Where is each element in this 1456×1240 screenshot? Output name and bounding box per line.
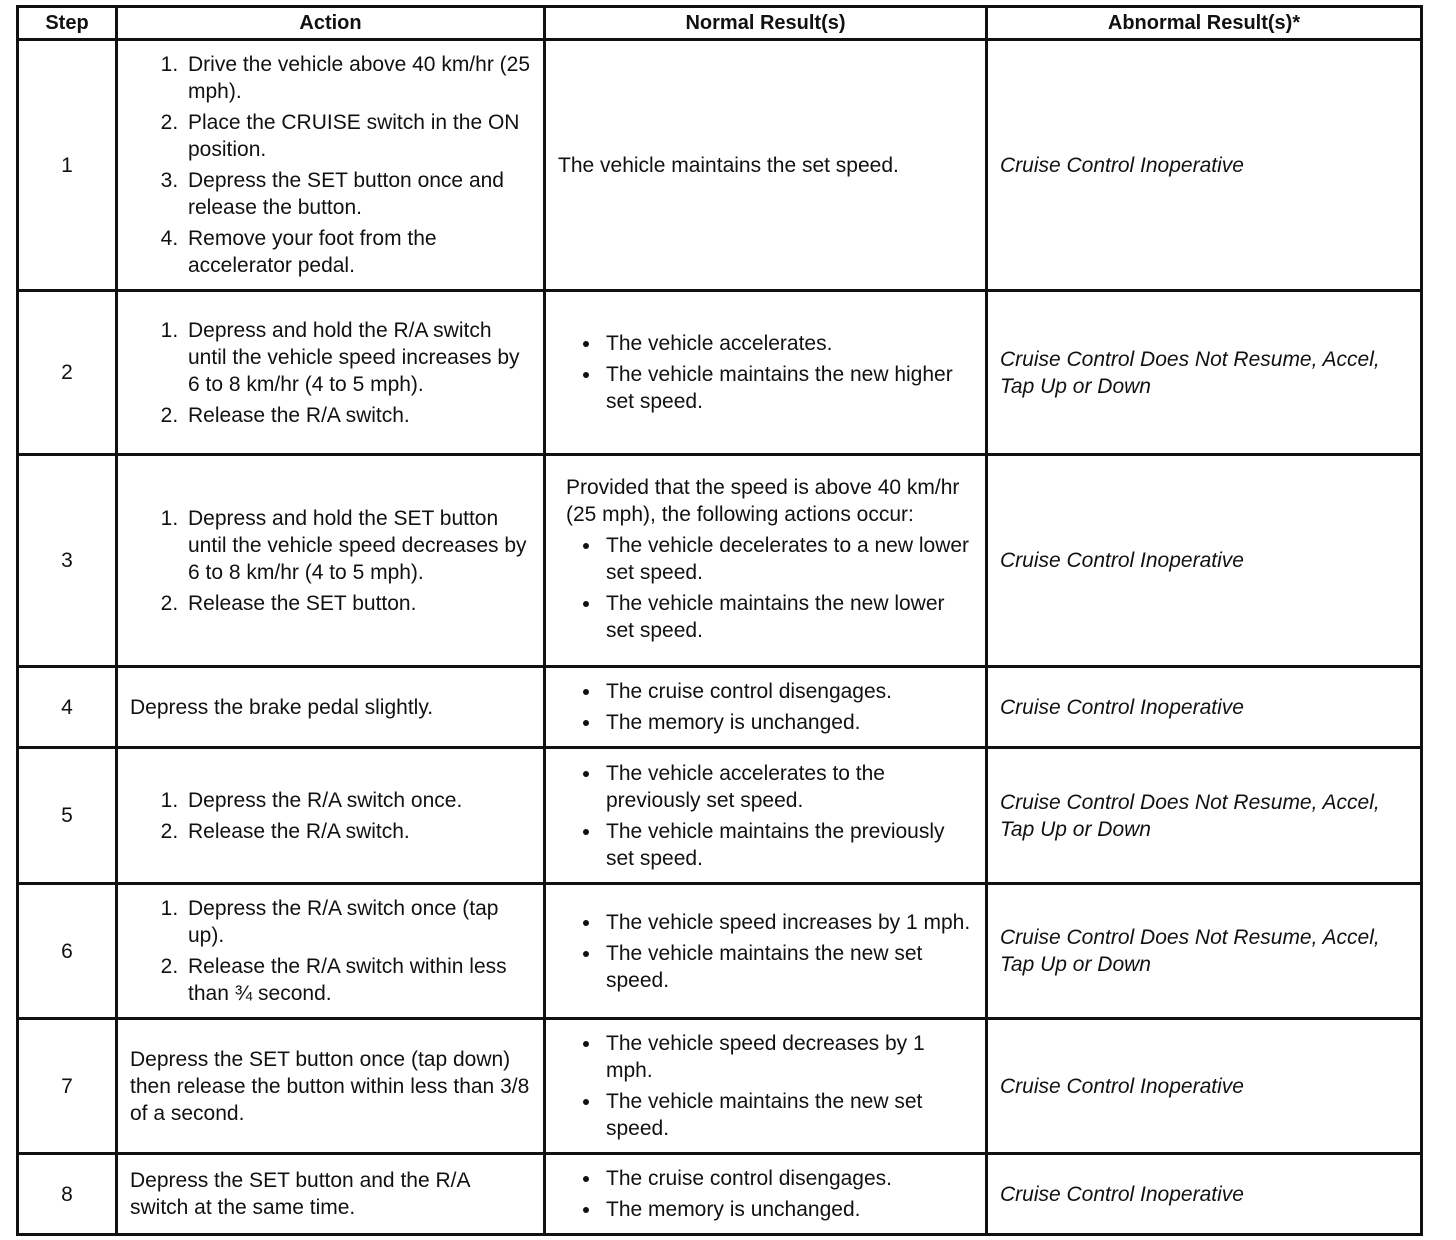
header-step: Step [18, 7, 117, 40]
normal-result-bullet: • The vehicle maintains the previously set speed. [602, 818, 975, 872]
action-step: 1. Depress and hold the R/A switch until the vehicle speed increases by 6 to 8 km/hr (4 to 5 mph). [184, 317, 533, 398]
header-action: Action [117, 7, 545, 40]
action-text: Depress the SET button and the R/A switch at the same time. [130, 1169, 470, 1219]
step-number: 3 [18, 455, 117, 667]
abnormal-result-cell: Cruise Control Inoperative [987, 455, 1422, 667]
table-row [18, 1154, 1422, 1235]
normal-result-bullet: • The cruise control disengages. [602, 1165, 975, 1192]
action-cell [117, 40, 545, 291]
action-cell [117, 455, 545, 667]
normal-result-bullet: • The vehicle speed increases by 1 mph. [602, 909, 975, 936]
action-text: Depress the brake pedal slightly. [130, 695, 434, 719]
abnormal-result-cell: Cruise Control Inoperative [987, 40, 1422, 291]
normal-result-bullet: • The vehicle accelerates to the previously set speed. [602, 760, 975, 814]
table-row [18, 748, 1422, 884]
abnormal-result-cell: Cruise Control Does Not Resume, Accel, Tap Up or Down [987, 291, 1422, 455]
step-number: 4 [18, 667, 117, 748]
header-normal-results: Normal Result(s) [545, 7, 987, 40]
normal-result-intro: Provided that the speed is above 40 km/hr (25 mph), the following actions occur: [566, 475, 960, 526]
normal-result-bullet: • The memory is unchanged. [602, 709, 975, 736]
action-cell [117, 1154, 545, 1235]
step-number: 7 [18, 1019, 117, 1154]
action-cell [117, 884, 545, 1019]
normal-result-bullet: • The vehicle maintains the new lower set speed. [602, 590, 975, 644]
action-step: 4. Remove your foot from the accelerator pedal. [184, 225, 533, 279]
normal-result-cell [545, 748, 987, 884]
action-step: 2. Release the R/A switch. [184, 402, 533, 429]
step-number: 5 [18, 748, 117, 884]
action-cell [117, 1019, 545, 1154]
action-step: 3. Depress the SET button once and release the button. [184, 167, 533, 221]
abnormal-result-cell: Cruise Control Does Not Resume, Accel, Tap Up or Down [987, 884, 1422, 1019]
table-row [18, 291, 1422, 455]
action-cell [117, 291, 545, 455]
normal-result-cell [545, 884, 987, 1019]
step-number: 2 [18, 291, 117, 455]
normal-result-cell [545, 455, 987, 667]
normal-result-bullet: • The vehicle accelerates. [602, 330, 975, 357]
step-number: 8 [18, 1154, 117, 1235]
normal-result-bullet: • The vehicle maintains the new higher set speed. [602, 361, 975, 415]
action-step: 2. Release the R/A switch within less than ¾ second. [184, 953, 533, 1007]
normal-result-bullet: • The vehicle maintains the new set speed. [602, 1088, 975, 1142]
table-row [18, 884, 1422, 1019]
normal-result-bullet: • The vehicle speed decreases by 1 mph. [602, 1030, 975, 1084]
table-row [18, 1019, 1422, 1154]
header-row [18, 7, 1422, 40]
action-step: 1. Drive the vehicle above 40 km/hr (25 mph). [184, 51, 533, 105]
normal-result-cell [545, 40, 987, 291]
normal-result-bullet: • The cruise control disengages. [602, 678, 975, 705]
header-abnormal-results: Abnormal Result(s)* [987, 7, 1422, 40]
step-number: 6 [18, 884, 117, 1019]
normal-result-bullet: • The vehicle maintains the new set speed. [602, 940, 975, 994]
action-step: 2. Release the R/A switch. [184, 818, 533, 845]
abnormal-result-cell: Cruise Control Inoperative [987, 1154, 1422, 1235]
action-cell [117, 667, 545, 748]
normal-result-cell [545, 1019, 987, 1154]
normal-result-cell [545, 291, 987, 455]
cruise-control-test-table [16, 5, 1423, 1236]
table-row [18, 455, 1422, 667]
action-step: 2. Release the SET button. [184, 590, 533, 617]
action-text: Depress the SET button once (tap down) then release the button within less than 3/8 of a second. [130, 1047, 530, 1125]
abnormal-result-cell: Cruise Control Inoperative [987, 667, 1422, 748]
table-row [18, 667, 1422, 748]
normal-result-bullet: • The memory is unchanged. [602, 1196, 975, 1223]
normal-result-text: The vehicle maintains the set speed. [558, 153, 899, 177]
action-step: 1. Depress the R/A switch once. [184, 787, 533, 814]
action-cell [117, 748, 545, 884]
abnormal-result-cell: Cruise Control Does Not Resume, Accel, Tap Up or Down [987, 748, 1422, 884]
table-row [18, 40, 1422, 291]
normal-result-cell [545, 1154, 987, 1235]
action-step: 1. Depress the R/A switch once (tap up). [184, 895, 533, 949]
step-number: 1 [18, 40, 117, 291]
action-step: 2. Place the CRUISE switch in the ON position. [184, 109, 533, 163]
abnormal-result-cell: Cruise Control Inoperative [987, 1019, 1422, 1154]
normal-result-cell [545, 667, 987, 748]
normal-result-bullet: • The vehicle decelerates to a new lower set speed. [602, 532, 975, 586]
action-step: 1. Depress and hold the SET button until the vehicle speed decreases by 6 to 8 km/hr (4 to 5 mph). [184, 505, 533, 586]
